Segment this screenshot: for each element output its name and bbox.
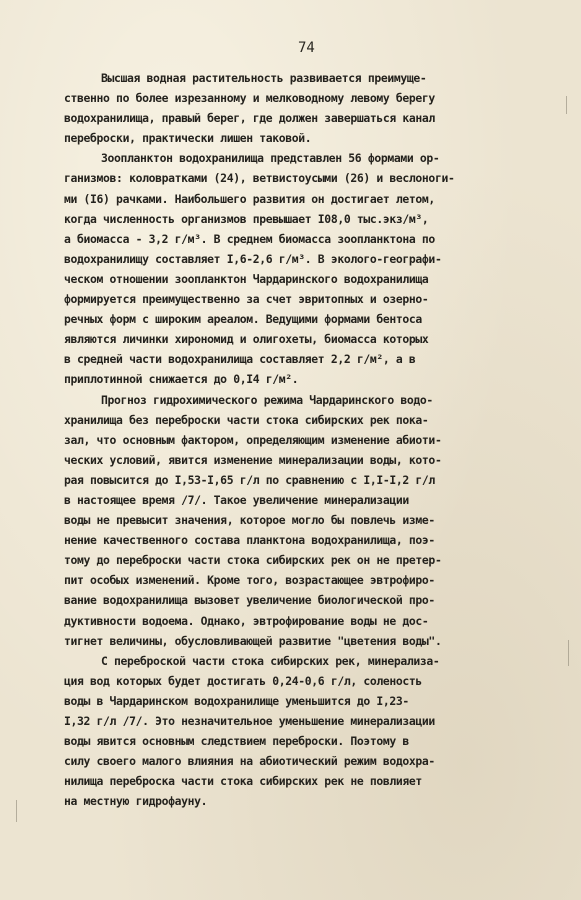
text-line: воды в Чардаринском водохранилище уменьшится до I,23- [64,693,409,708]
scan-mark [16,800,17,822]
text-line: силу своего малого влияния на абиотический режим водохра- [64,754,435,769]
text-line: являются личинки хирономид и олигохеты, биомасса которых [64,332,429,347]
text-line: Прогноз гидрохимического режима Чардаринского водо- [101,392,433,407]
text-line: речных форм с широким ареалом. Ведущими формами бентоса [64,312,422,327]
text-line: ция вод которых будет достигать 0,24-0,6 г/л, соленость [64,673,422,688]
text-line: в средней части водохранилища составляет 2,2 г/м², а в [64,352,416,367]
text-line: приплотинной снижается до 0,I4 г/м². [64,372,299,387]
text-line: ческих условий, явится изменение минерализации воды, кото- [64,452,442,467]
text-line: нилища переброска части стока сибирских рек не повлияет [64,774,422,789]
text-line: тому до переброски части стока сибирских рек он не претер- [64,553,442,568]
text-line: воды не превысит значения, которое могло бы повлечь изме- [64,513,435,528]
text-line: Высшая водная растительность развивается преимуще- [101,71,427,85]
text-line: а биомасса - 3,2 г/м³. В среднем биомасса зоопланктона по [64,231,435,246]
text-line: вание водохранилища вызовет увеличение биологической про- [64,593,435,608]
text-line: нение качественного состава планктона водохранилища, поэ- [64,533,435,548]
text-line: С переброской части стока сибирских рек, минерализа- [101,653,440,668]
text-line: водохранилища, правый берег, где должен завершаться канал [64,111,435,126]
text-line: рая повысится до I,53-I,65 г/л по сравнению с I,I-I,2 г/л [64,472,435,487]
scan-mark [568,640,569,666]
text-line: переброски, практически лишен таковой. [64,131,312,146]
page-number: 74 [298,40,315,56]
scan-mark [566,96,567,114]
text-line: хранилища без переброски части стока сибирских рек пока- [64,412,429,427]
text-line: водохранилищу составляет I,6-2,6 г/м³. В эколого-географи- [64,251,442,266]
text-line: зал, что основным фактором, определяющим изменение абиоти- [64,432,442,447]
text-line: дуктивности водоема. Однако, эвтрофирование воды не дос- [64,613,429,628]
text-line: когда численность организмов превышает I08,0 тыс.экз/м³, [64,211,429,226]
text-line: I,32 г/л /7/. Это незначительное уменьшение минерализации [64,714,435,728]
text-line: формируется преимущественно за счет эвритопных и озерно- [64,292,429,307]
text-line: на местную гидрофауну. [64,794,208,809]
text-line: ганизмов: коловратками (24), ветвистоусыми (26) и веслоноги- [64,171,455,186]
text-line: Зоопланктон водохранилища представлен 56 формами ор- [101,151,440,166]
text-line: в настоящее время /7/. Такое увеличение минерализации [64,492,409,507]
text-line: пит особых изменений. Кроме того, возрастающее эвтрофиро- [64,573,435,588]
text-line: воды явится основным следствием переброски. Поэтому в [64,734,409,749]
text-line: ми (I6) рачками. Наибольшего развития он достигает летом, [64,191,435,206]
text-line: ственно по более изрезанному и мелководному левому берегу [64,91,435,106]
body-text [64,68,524,811]
text-line: ческом отношении зоопланктон Чардаринского водохранилища [64,271,429,286]
text-line: тигнет величины, обусловливающей развитие "цветения воды". [64,633,442,648]
